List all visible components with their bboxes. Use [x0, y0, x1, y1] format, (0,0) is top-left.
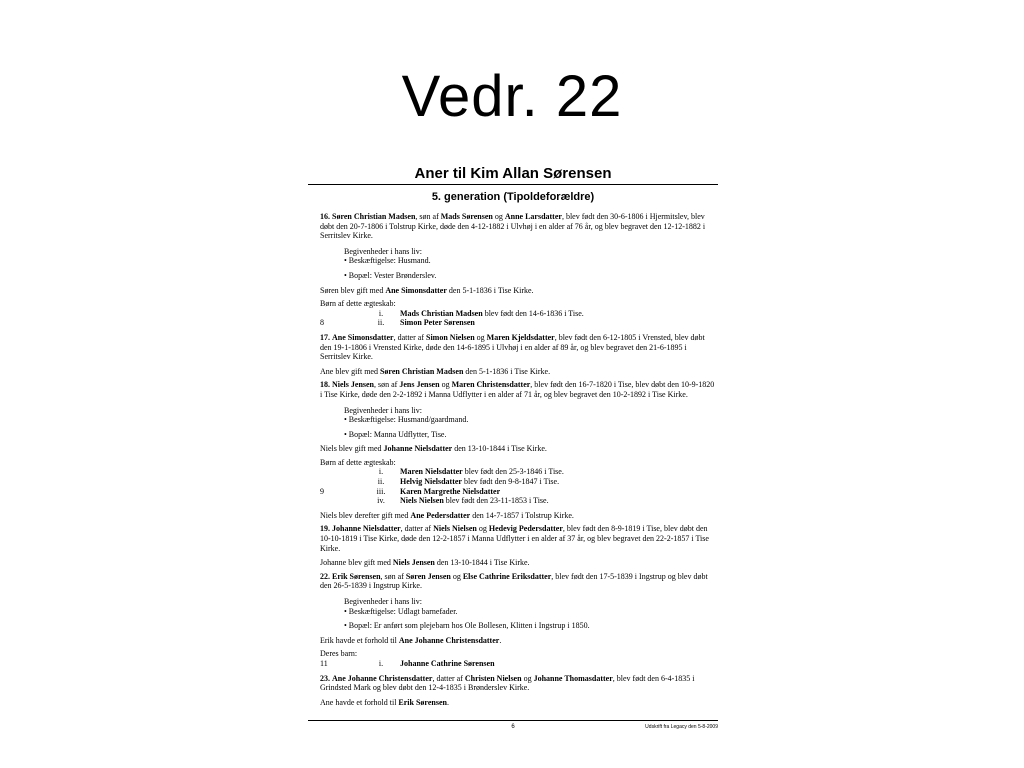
- child-row: i. Maren Nielsdatter blev født den 25-3-1846 i Tise.: [378, 467, 564, 477]
- marriage-line: Søren blev gift med Ane Simonsdatter den 5-1-1836 i Tise Kirke.: [320, 285, 534, 295]
- header-rule: [308, 184, 718, 185]
- event-occupation: • Beskæftigelse: Husmand/gaardmand.: [344, 415, 469, 425]
- page-number: 6: [511, 724, 515, 730]
- person-entry-23: 23. Ane Johanne Christensdatter, datter af Christen Nielsen og Johanne Thomasdatter, blev født den 6-4-1835 i Grindsted Mark og blev døbt den 12-4-1835 i Brønderslev Kirke.: [320, 673, 695, 693]
- children-heading: Børn af dette ægteskab:: [320, 299, 396, 309]
- children-list: [320, 467, 716, 505]
- person-entry-17: 17. Ane Simonsdatter, datter af Simon Nielsen og Maren Kjeldsdatter, blev født den 6-12-1805 i Vrensted, blev døbt den 19-1-1806 i Vrensted Kirke, døde den 14-6-1895 i Ulvhøj i en alder af 89 år, og blev begravet den 21-6-1895 i Serritslev Kirke.: [320, 332, 705, 362]
- event-occupation: • Beskæftigelse: Udlagt barnefader.: [344, 606, 458, 616]
- child-row: 8 ii. Simon Peter Sørensen: [320, 318, 475, 328]
- person-entry-18: 18. Niels Jensen, søn af Jens Jensen og Maren Christensdatter, blev født den 16-7-1820 i Tise, blev døbt den 10-9-1820 i Tise Kirke, døde den 2-2-1892 i Manna Udflytter i en alder af 71 år, og blev begravet den 10-2-1892 i Tise Kirke.: [320, 380, 715, 399]
- document-page: [308, 160, 718, 736]
- person-entry-19: 19. Johanne Nielsdatter, datter af Niels Nielsen og Hedevig Pedersdatter, blev født den 8-9-1819 i Tise, blev døbt den 10-10-1819 i Tise Kirke, døde den 12-2-1857 i Manna Udflytter i en alder af 37 år, og blev begravet den 22-2-1857 i Tise Kirke.: [320, 524, 709, 553]
- events-heading: Begivenheder i hans liv:: [344, 597, 422, 606]
- child-row: iv. Niels Nielsen blev født den 23-11-1853 i Tise.: [377, 496, 549, 506]
- footer-rule: [308, 720, 718, 721]
- children-heading: Deres barn:: [320, 649, 358, 659]
- remarriage-line: Niels blev derefter gift med Ane Pedersdatter den 14-7-1857 i Tolstrup Kirke.: [320, 510, 574, 520]
- child-row: 11 i. Johanne Cathrine Sørensen: [320, 658, 495, 668]
- marriage-line: Johanne blev gift med Niels Jensen den 13-10-1844 i Tise Kirke.: [320, 558, 530, 568]
- event-residence: • Bopæl: Er anført som plejebarn hos Ole Bollesen, Klitten i Ingstrup i 1850.: [344, 621, 590, 631]
- child-row: 9 iii. Karen Margrethe Nielsdatter: [320, 486, 501, 496]
- children-heading: Børn af dette ægteskab:: [320, 457, 396, 467]
- children-list: [320, 659, 716, 669]
- marriage-line: Ane blev gift med Søren Christian Madsen den 5-1-1836 i Tise Kirke.: [320, 366, 551, 376]
- events-heading: Begivenheder i hans liv:: [344, 246, 422, 256]
- event-occupation: • Beskæftigelse: Husmand.: [344, 256, 431, 266]
- children-list: [320, 309, 716, 328]
- print-source-note: Udskrift fra Legacy den 5-8-2009: [645, 724, 718, 730]
- document-title: Aner til Kim Allan Sørensen: [414, 165, 612, 182]
- document-body: [320, 212, 716, 711]
- slide-title: Vedr. 22: [401, 64, 623, 129]
- child-row: i. Mads Christian Madsen blev født den 14-6-1836 i Tise.: [378, 308, 584, 318]
- marriage-line: Niels blev gift med Johanne Nielsdatter den 13-10-1844 i Tise Kirke.: [320, 444, 547, 454]
- person-entry-22: 22. Erik Sørensen, søn af Søren Jensen og Else Cathrine Eriksdatter, blev født den 17-5-1839 i Ingstrup og blev døbt den 26-5-1839 i Ingstrup Kirke.: [320, 571, 708, 591]
- person-entry-16: 16. Søren Christian Madsen, søn af Mads Sørensen og Anne Larsdatter, blev født den 30-6-1806 i Hjermitslev, blev døbt den 20-7-1806 i Tolstrup Kirke, døde den 4-12-1882 i Ulvhøj i en alder af 76 år, og blev begravet den 12-12-1882 i Serritslev Kirke.: [320, 212, 706, 241]
- event-residence: • Bopæl: Vester Brønderslev.: [344, 270, 437, 280]
- events-heading: Begivenheder i hans liv:: [344, 405, 422, 415]
- relation-line: Ane havde et forhold til Erik Sørensen.: [320, 697, 449, 707]
- child-row: ii. Helvig Nielsdatter blev født den 9-8-1847 i Tise.: [377, 477, 560, 487]
- generation-heading: 5. generation (Tipoldeforældre): [431, 191, 595, 203]
- relation-line: Erik havde et forhold til Ane Johanne Christensdatter.: [320, 635, 502, 645]
- event-residence: • Bopæl: Manna Udflytter, Tise.: [344, 429, 447, 439]
